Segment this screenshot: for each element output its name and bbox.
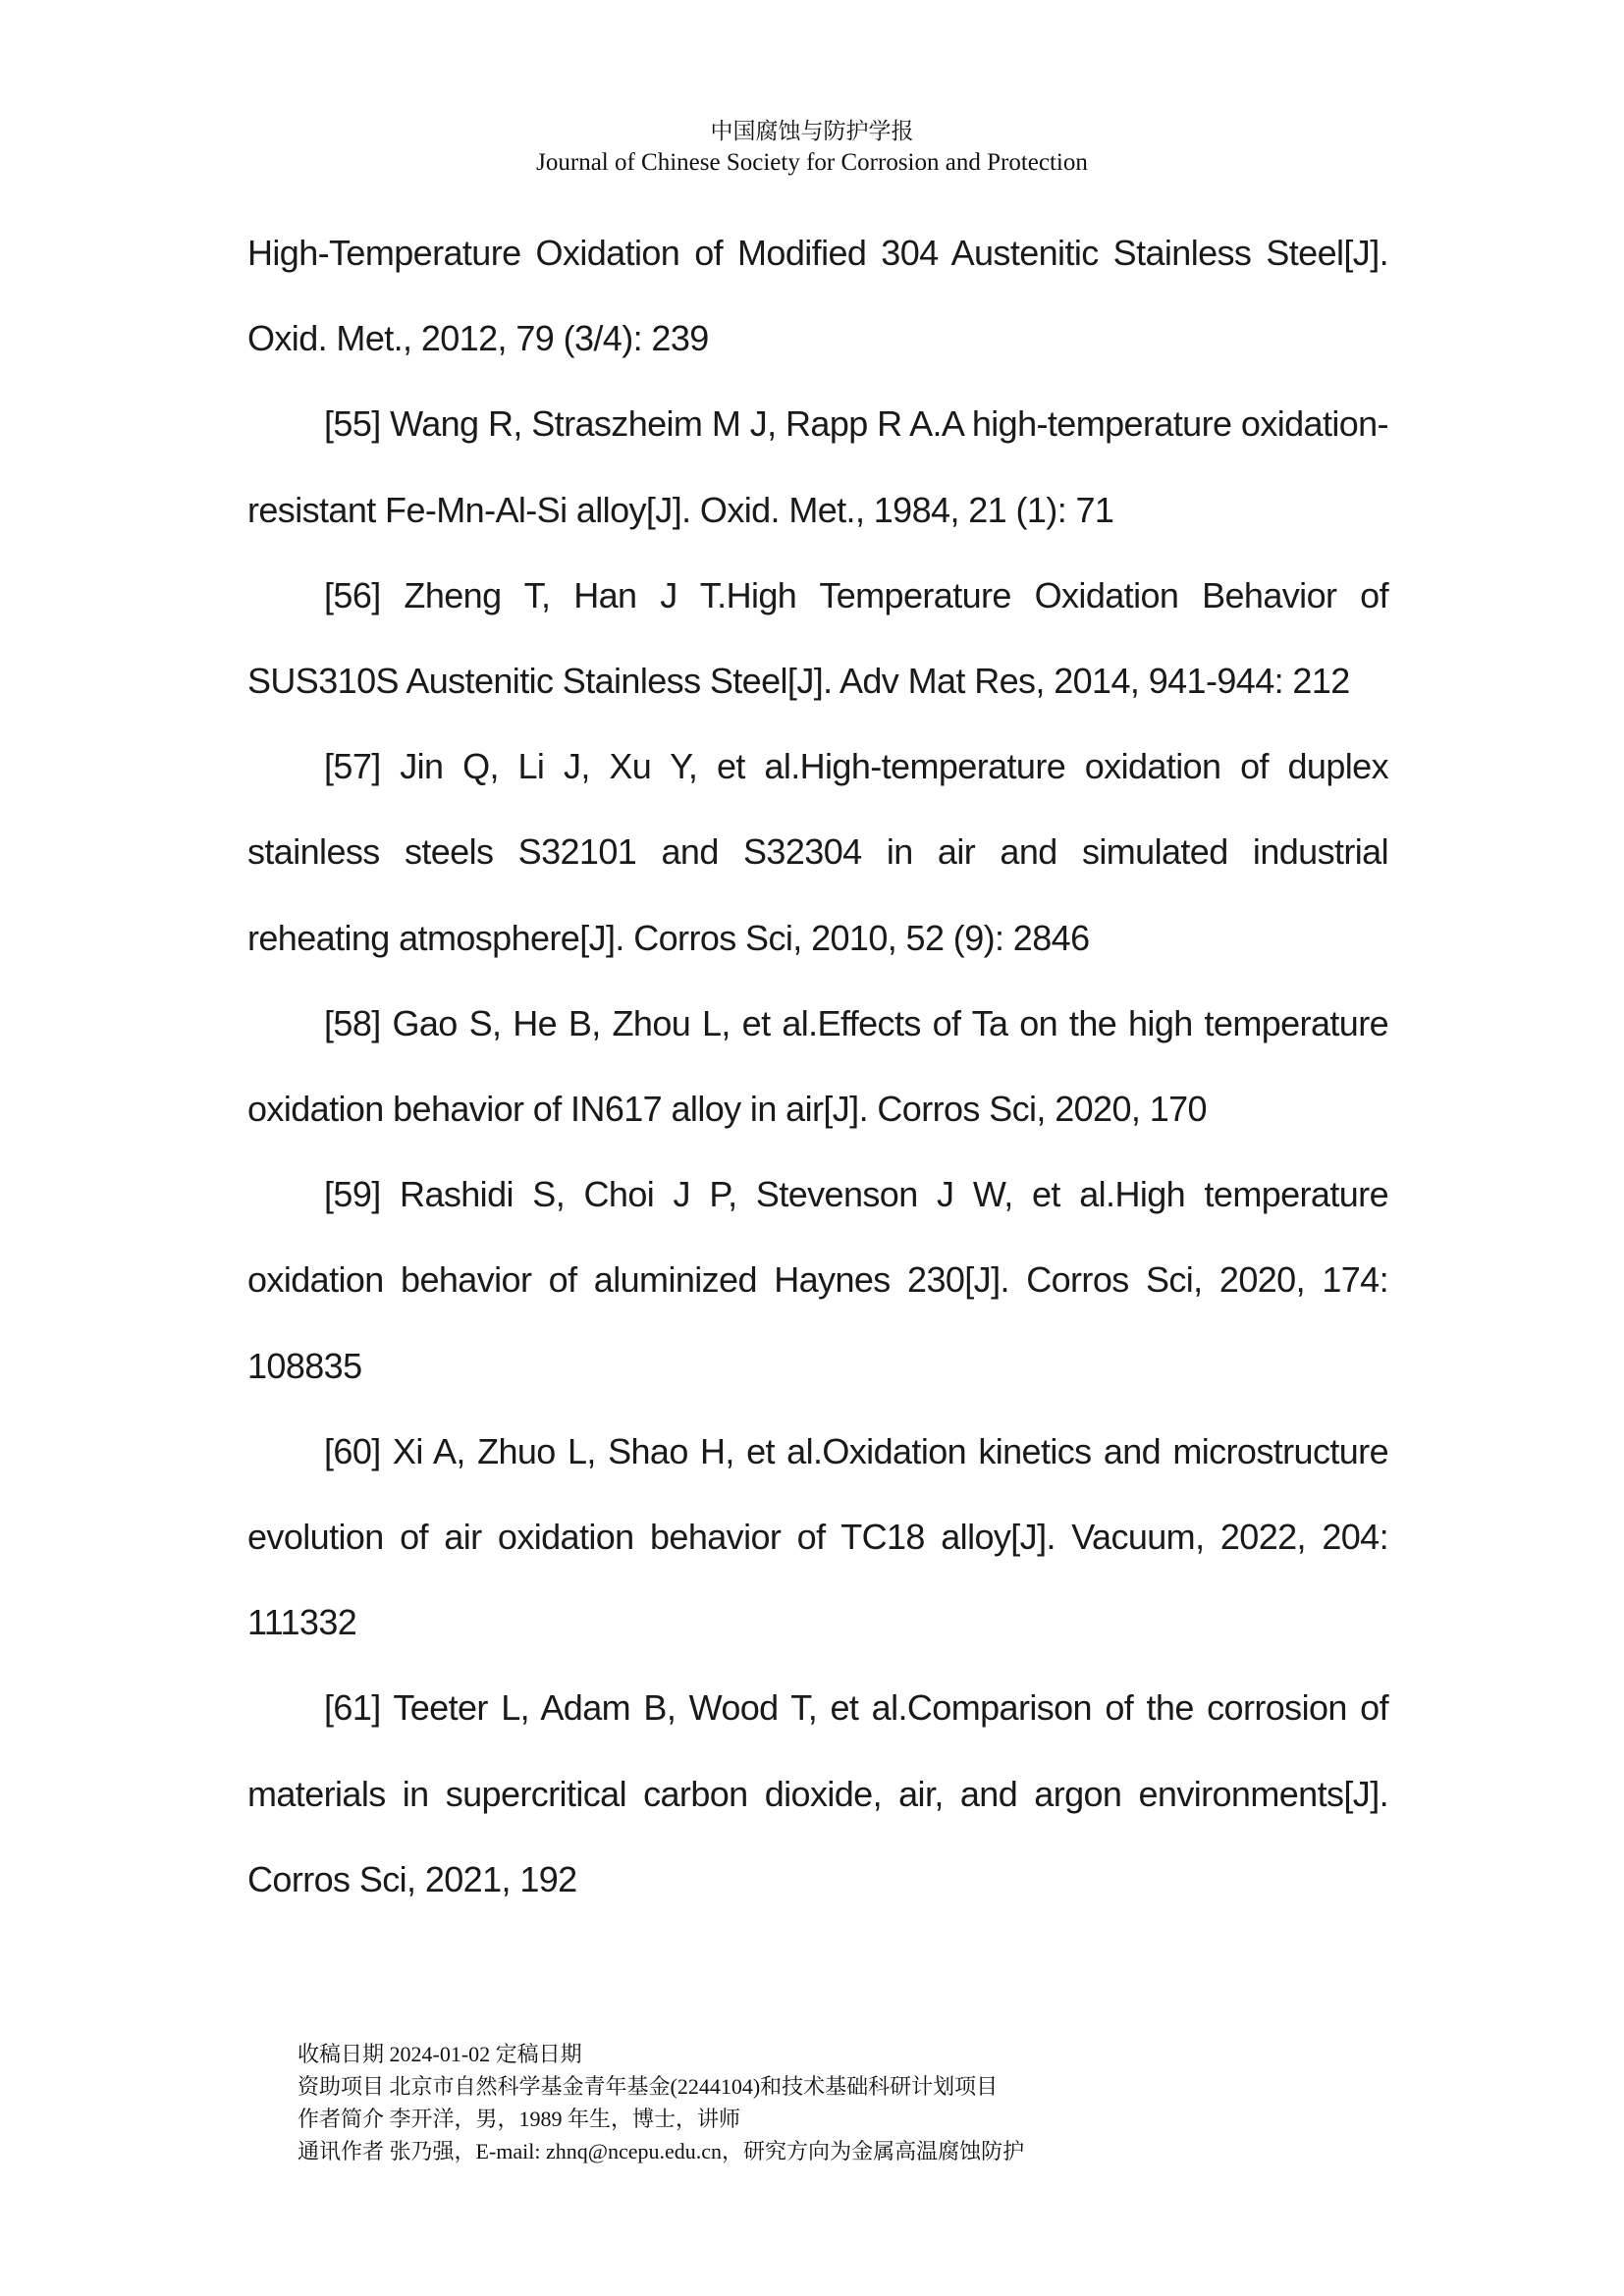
article-footnote (298, 2038, 1378, 2167)
reference-60: [60] Xi A, Zhuo L, Shao H, et al.Oxidation kinetics and microstructure evolution of air oxidation behavior of TC18 alloy[J]. Vacuum, 2022, 204: 111332 (247, 1430, 1388, 1643)
reference-list (247, 210, 1388, 1922)
corresponding-author: 通讯作者 张乃强，E-mail: zhnq@ncepu.edu.cn，研究方向为金属高温腐蚀防护 (298, 2139, 1025, 2163)
reference-56: [56] Zheng T, Han J T.High Temperature Oxidation Behavior of SUS310S Austenitic Stainless Steel[J]. Adv Mat Res, 2014, 941-944: 212 (247, 574, 1388, 702)
author-bio: 作者简介 李开洋，男，1989 年生，博士，讲师 (298, 2107, 741, 2131)
reference-55: [55] Wang R, Straszheim M J, Rapp R A.A high-temperature oxidation-resistant Fe-Mn-Al-Si alloy[J]. Oxid. Met., 1984, 21 (1): 71 (247, 403, 1388, 530)
reference-58: [58] Gao S, He B, Zhou L, et al.Effects of Ta on the high temperature oxidation behavior of IN617 alloy in air[J]. Corros Sci, 2020, 170 (247, 1002, 1388, 1130)
funding-info: 资助项目 北京市自然科学基金青年基金(2244104)和技术基础科研计划项目 (298, 2074, 999, 2099)
reference-57: [57] Jin Q, Li J, Xu Y, et al.High-temperature oxidation of duplex stainless steels S32101 and S32304 in air and simulated industrial reheating atmosphere[J]. Corros Sci, 2010, 52 (9): 2846 (247, 746, 1388, 958)
reference-59: [59] Rashidi S, Choi J P, Stevenson J W, et al.High temperature oxidation behavior of aluminized Haynes 230[J]. Corros Sci, 2020, 174: 108835 (247, 1174, 1388, 1386)
reference-continuation: High-Temperature Oxidation of Modified 304 Austenitic Stainless Steel[J]. Oxid. Met., 2012, 79 (3/4): 239 (247, 233, 1388, 359)
reference-61: [61] Teeter L, Adam B, Wood T, et al.Comparison of the corrosion of materials in supercritical carbon dioxide, air, and argon environments[J]. Corros Sci, 2021, 192 (247, 1687, 1388, 1899)
journal-title-zh: 中国腐蚀与防护学报 (710, 119, 914, 143)
journal-title-en: Journal of Chinese Society for Corrosion and Protection (536, 149, 1088, 176)
running-header (0, 116, 1624, 179)
received-date: 收稿日期 2024-01-02 定稿日期 (298, 2042, 582, 2066)
